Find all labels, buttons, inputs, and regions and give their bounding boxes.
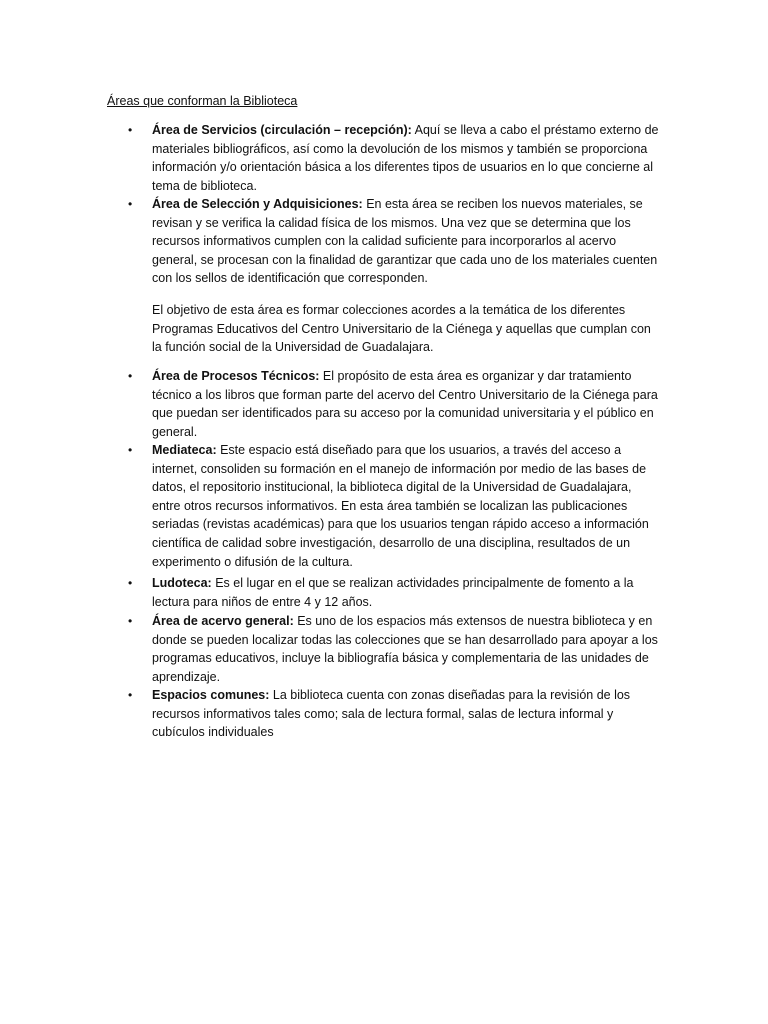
item-text: Es el lugar en el que se realizan actividades principalmente de fomento a la lectura para niños de entre 4 y 12 años. — [152, 576, 634, 609]
list-item-acervo-general — [128, 612, 662, 686]
document-title: Áreas que conforman la Biblioteca — [107, 94, 298, 108]
item-text: Este espacio está diseñado para que los usuarios, a través del acceso a internet, consoliden su formación en el manejo de información por medio de las bases de datos, el repositorio institucional, la biblioteca digital de la Universidad de Guadalajara, entre otros recursos informativos. En esta área también se localizan las publicaciones seriadas (revistas académicas) para que los usuarios tengan rápido acceso a información científica de calidad sobre investigación, desarrollo de una disciplina, resultados de un experimento o difusión de la cultura. — [152, 443, 649, 569]
item-text: En esta área se reciben los nuevos materiales, se revisan y se verifica la calidad física de los mismos. Una vez que se determina que los recursos informativos cumplen con la calidad suficiente para incorporarlos al acervo general, se procesan con la finalidad de garantizar que cada uno de los materiales cuenten con los sellos de identificación que corresponden. — [152, 197, 658, 286]
item-term: Espacios comunes: — [152, 688, 270, 702]
item-text: El propósito de esta área es organizar y dar tratamiento técnico a los libros que forman parte del acervo del Centro Universitario de la Ciénega para que puedan ser identificados para su acceso por la comunidad universitaria y el público en general. — [152, 369, 658, 439]
list-item-servicios — [128, 121, 662, 195]
bullet-icon: • — [128, 576, 133, 590]
bullet-icon: • — [128, 197, 133, 211]
bullet-icon: • — [128, 123, 133, 137]
item-text: Es uno de los espacios más extensos de nuestra biblioteca y en donde se pueden localizar todas las colecciones que se han desarrollado para apoyar a los programas educativos, incluye la bibliografía básica y complementaria de las unidades de aprendizaje. — [152, 614, 658, 684]
item-term: Área de Selección y Adquisiciones: — [152, 197, 363, 211]
list-item-espacios-comunes — [128, 686, 662, 742]
item-text: La biblioteca cuenta con zonas diseñadas para la revisión de los recursos informativos tales como; sala de lectura formal, salas de lectura informal y cubículos individuales — [152, 688, 631, 740]
item-term: Área de Servicios (circulación – recepción): — [152, 123, 412, 137]
bullet-icon: • — [128, 614, 133, 628]
item-term: Área de Procesos Técnicos: — [152, 369, 320, 383]
list-item-seleccion — [128, 195, 662, 288]
bullet-icon: • — [128, 369, 133, 383]
item-text: Aquí se lleva a cabo el préstamo externo de materiales bibliográficos, así como la devolución de los mismos y también se proporciona información y/o orientación básica a los diferentes tipos de usuarios en lo que concierne al tema de biblioteca. — [152, 123, 659, 193]
list-item-procesos — [128, 367, 662, 441]
list-item-mediateca — [128, 441, 662, 571]
objective-paragraph: El objetivo de esta área es formar colecciones acordes a la temática de los diferentes Programas Educativos del Centro Universitario de la Ciénega y aquellas que cumplan con la función social de la Universidad de Guadalajara. — [152, 303, 651, 355]
bullet-icon: • — [128, 688, 133, 702]
item-term: Ludoteca: — [152, 576, 212, 590]
list-item-ludoteca — [128, 574, 662, 611]
item-term: Mediateca: — [152, 443, 217, 457]
item-term: Área de acervo general: — [152, 614, 294, 628]
bullet-icon: • — [128, 443, 133, 457]
